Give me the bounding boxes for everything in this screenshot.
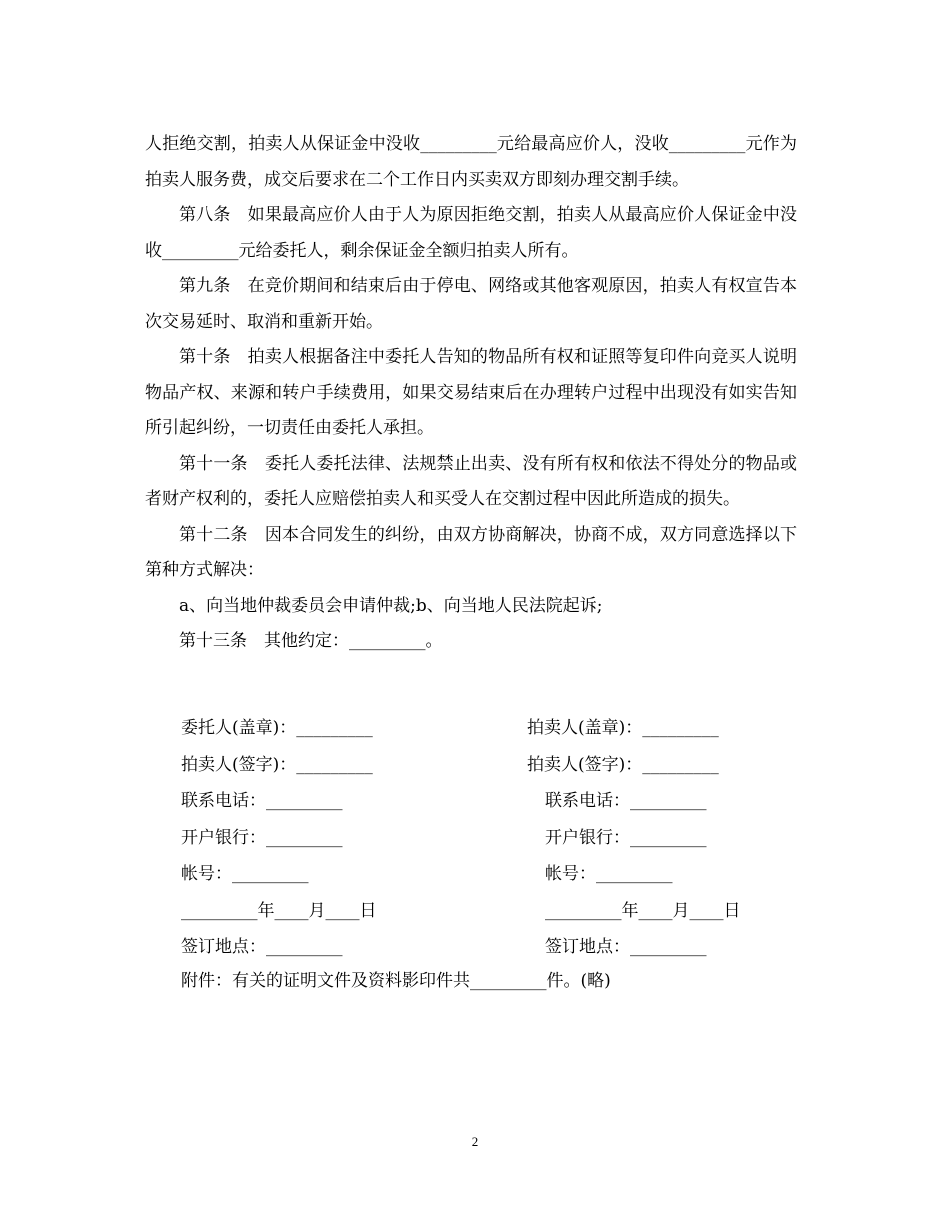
article-12: 第十二条 因本合同发生的纠纷，由双方协商解决，协商不成，双方同意选择以下第种方式解决： [145, 524, 797, 580]
right-auctioneer-signature-field: 拍卖人(签字)：_________ [527, 754, 719, 775]
signature-row-place [181, 929, 801, 966]
article-9: 第九条 在竞价期间和结束后由于停电、网络或其他客观原因，拍卖人有权宣告本次交易延时、取消和重新开始。 [145, 276, 797, 332]
left-date-field: _________年____月____日 [181, 900, 377, 921]
signature-row-sign [181, 747, 801, 784]
signature-row-bank [181, 820, 801, 857]
signature-block [181, 710, 801, 966]
signature-row-seal [181, 710, 801, 747]
left-auctioneer-signature-field: 拍卖人(签字)：_________ [181, 754, 373, 775]
left-phone-field: 联系电话：_________ [181, 791, 343, 811]
paragraph-continued: 人拒绝交割，拍卖人从保证金中没收_________元给最高应价人，没收_________元作为拍卖人服务费，成交后要求在二个工作日内买卖双方即刻办理交割手续。 [145, 134, 797, 190]
signature-row-phone [181, 783, 801, 820]
right-place-field: 签订地点：_________ [545, 937, 707, 957]
contract-body [145, 127, 797, 660]
auctioneer-seal-field: 拍卖人(盖章)：_________ [527, 718, 719, 738]
attachment-note: 附件：有关的证明文件及资料影印件共_________件。(略) [181, 971, 611, 991]
consignor-seal-field: 委托人(盖章)：_________ [181, 718, 373, 738]
right-account-field: 帐号：_________ [545, 864, 673, 884]
article-10: 第十条 拍卖人根据备注中委托人告知的物品所有权和证照等复印件向竞买人说明物品产权、来源和转户手续费用，如果交易结束后在办理转户过程中出现没有如实告知所引起纠纷，一切责任由委托人承担。 [145, 347, 797, 438]
page-number: 2 [471, 1134, 479, 1149]
left-bank-field: 开户银行：_________ [181, 827, 343, 848]
left-account-field: 帐号：_________ [181, 864, 309, 884]
article-8: 第八条 如果最高应价人由于人为原因拒绝交割，拍卖人从最高应价人保证金中没收_________元给委托人，剩余保证金全额归拍卖人所有。 [145, 205, 797, 261]
article-11: 第十一条 委托人委托法律、法规禁止出卖、没有所有权和依法不得处分的物品或者财产权利的，委托人应赔偿拍卖人和买受人在交割过程中因此所造成的损失。 [145, 453, 797, 509]
right-bank-field: 开户银行：_________ [545, 827, 707, 848]
article-13: 第十三条 其他约定：_________。 [179, 631, 443, 651]
signature-row-date [181, 893, 801, 930]
dispute-options: a、向当地仲裁委员会申请仲裁;b、向当地人民法院起诉; [179, 595, 603, 616]
left-place-field: 签订地点：_________ [181, 937, 343, 957]
right-phone-field: 联系电话：_________ [545, 791, 707, 811]
right-date-field: _________年____月____日 [545, 900, 741, 921]
signature-row-account [181, 856, 801, 893]
